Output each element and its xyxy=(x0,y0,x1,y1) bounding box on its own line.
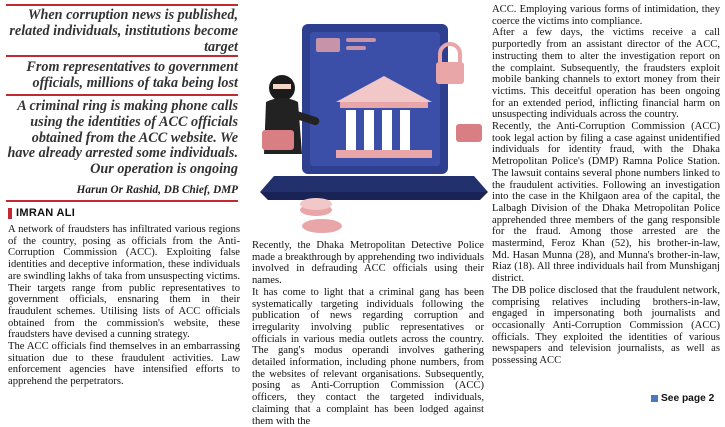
article-column-1 xyxy=(8,224,240,388)
byline-marker xyxy=(8,208,12,219)
laptop-base-icon xyxy=(260,176,488,192)
col3-paragraph-4: The DB police disclosed that the fraudulent network, comprising relatives including brothers-in-law, engaged in impersonating both journalists and occasionally Anti-Corruption Commission (ACC) officials. They exploited the identities of various newspapers and television journalists, as well as possessing ACC xyxy=(492,284,720,367)
byline-author: IMRAN ALI xyxy=(16,207,76,219)
col3-paragraph-2: After a few days, the victims receive a call purportedly from an assistant director of the ACC, instructing them to alter the investigation report on the complaint. Subsequently, the fraudsters exploit mobile banking channels to extort money from their victims. This deceitful operation has been ongoing for an extended period, inflicting financial harm on unsuspecting individuals across the country. xyxy=(492,27,720,121)
pull-quote-rule-bottom xyxy=(6,200,238,202)
col2-paragraph-1: Recently, the Dhaka Metropolitan Detective Police made a breakthrough by apprehending two individuals involved in defrauding ACC officials using their names. xyxy=(252,240,484,287)
pull-quote-rule-3 xyxy=(6,94,238,96)
article-column-3 xyxy=(492,4,720,367)
credit-card-icon-2 xyxy=(456,124,482,142)
hacker-laptop-bank-illustration xyxy=(244,4,488,236)
pull-quote-3: A criminal ring is making phone calls using the identities of ACC officials obtained from the ACC website. We have already arrested some individuals. Our operation is ongoing xyxy=(7,98,238,178)
col1-paragraph-1: A network of fraudsters has infiltrated various regions of the country, posing as officials from the Anti-Corruption Commission (ACC). Exploiting false identities and deceptive information, these individuals are swindling lakhs of taka from unsuspecting victims. Their targets range from public representatives to government officials, ensnaring them in their fraudulent schemes. Utilising lists of ACC officials obtained from the commission's website, these fraudsters have devised a cunning strategy. xyxy=(8,224,240,341)
square-bullet-icon xyxy=(651,395,658,402)
pull-quote-1: When corruption news is published, related individuals, institutions become target xyxy=(9,7,238,55)
col2-paragraph-2: It has come to light that a criminal gang has been systematically targeting individuals following the publication of news regarding corruption and irregularity involving public representatives or officials in various media outlets across the country. The gang's modus operandi involves gathering detailed information, including phone numbers, from the websites of relevant organisations. Subsequently, posing as Anti-Corruption Commission (ACC) officers, they contact the targeted individuals, claiming that a complaint has been lodged against them with the xyxy=(252,286,484,427)
padlock-icon xyxy=(436,44,464,84)
col3-paragraph-3: Recently, the Anti-Corruption Commission (ACC) took legal action by filing a case against unidentified individuals for identity fraud, with the Dhaka Metropolitan Police's (DMP) Ramna Police Station. The lawsuit contains several phone numbers linked to the fraudulent activities. Following an investigation into the case in the Khilgaon area of the capital, the Lalbagh Division of the Dhaka Metropolitan Police apprehended three members of the gang responsible for the fraud. Among those arrested are the mastermind, Feroz Khan (52), his brother-in-law, Md. Hasan Munna (28), and Munna's brother-in-law, Riaz (18). All three individuals hail from Munshiganj district. xyxy=(492,121,721,285)
col3-paragraph-1: ACC. Employing various forms of intimidation, they coerce the victims into compliance. xyxy=(492,4,720,27)
pull-quote-2: From representatives to government officials, millions of taka being lost xyxy=(26,59,238,91)
byline xyxy=(8,207,75,219)
pull-quote-rule-2 xyxy=(6,55,238,57)
pull-quote-rule-top xyxy=(6,4,238,6)
article-column-2 xyxy=(252,240,484,427)
col1-paragraph-2: The ACC officials find themselves in an embarrassing situation due to these fraudulent activities. Law enforcement agencies have intensified efforts to apprehend the perpetrators. xyxy=(8,341,240,388)
coins-icon xyxy=(300,198,342,233)
credit-card-icon xyxy=(262,130,294,150)
quote-credit: Harun Or Rashid, DB Chief, DMP xyxy=(76,184,238,196)
continuation-link[interactable] xyxy=(651,393,714,404)
fraud-illustration xyxy=(244,4,488,236)
continuation-text: See page 2 xyxy=(661,393,715,404)
